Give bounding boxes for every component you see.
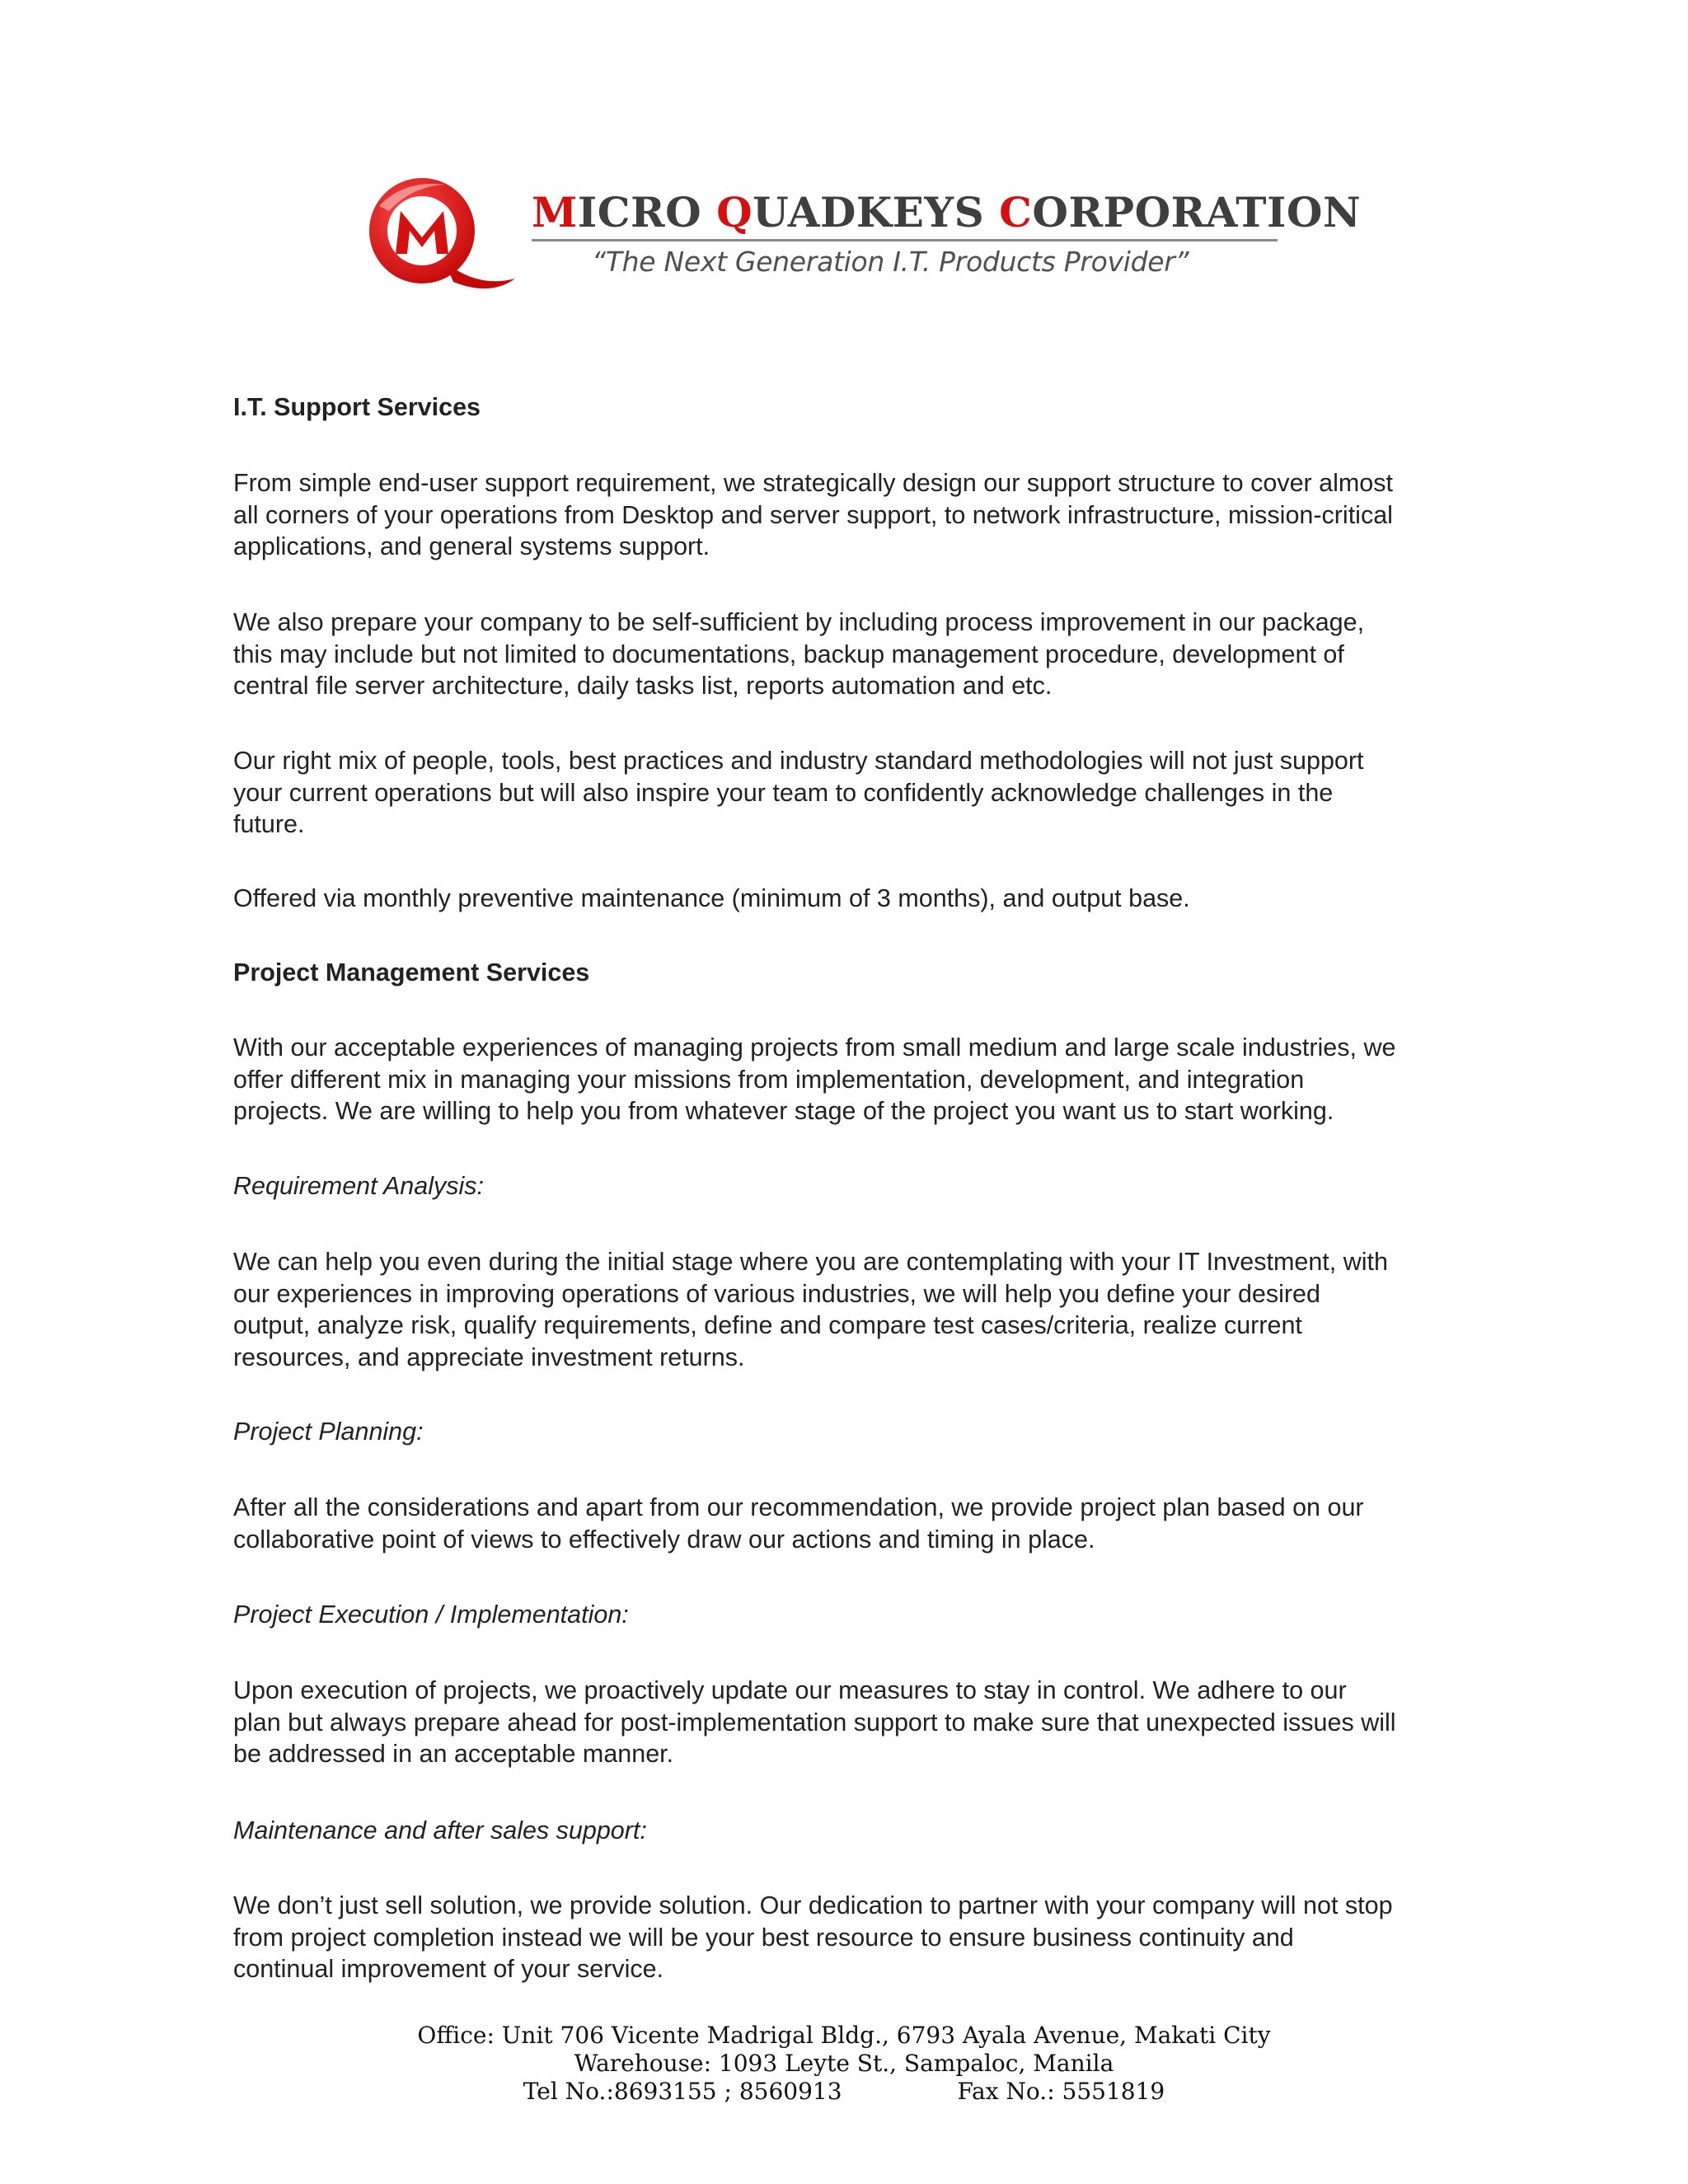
text-line: be addressed in an acceptable manner.	[233, 1740, 674, 1768]
company-name-underline	[532, 239, 1278, 241]
text-line: Offered via monthly preventive maintenance (minimum of 3 months), and output base.	[233, 884, 1190, 912]
text-line: all corners of your operations from Desktop and server support, to network infrastructure, mission-critical	[233, 500, 1393, 529]
text-line: Our right mix of people, tools, best practices and industry standard methodologies will not just support	[233, 747, 1364, 775]
text-line: your current operations but will also inspire your team to confidently acknowledge challenges in the	[233, 778, 1334, 807]
paragraph	[233, 1675, 1503, 1770]
text-line: With our acceptable experiences of managing projects from small medium and large scale industries, we	[233, 1033, 1396, 1062]
text-line: resources, and appreciate investment returns.	[233, 1343, 745, 1371]
company-name	[532, 188, 1361, 237]
text-line: this may include but not limited to documentations, backup management procedure, development of	[233, 640, 1344, 668]
text-line: Project Planning:	[233, 1418, 424, 1446]
paragraph	[233, 1246, 1503, 1373]
company-name-part: ORPORATION	[1032, 188, 1362, 237]
company-name-initial: M	[532, 188, 578, 237]
text-line: Maintenance and after sales support:	[233, 1816, 647, 1844]
text-line: output, analyze risk, qualify requirements, define and compare test cases/criteria, realize current	[233, 1311, 1302, 1339]
footer-telephone: Tel No.:8693155 ; 8560913	[523, 2078, 842, 2105]
footer-fax: Fax No.: 5551819	[957, 2078, 1165, 2105]
paragraph	[233, 1890, 1503, 1985]
text-line: from project completion instead we will be your best resource to ensure business continuity and	[233, 1923, 1294, 1952]
section-subheading	[233, 1170, 1503, 1202]
footer-office-address: Office: Unit 706 Vicente Madrigal Bldg., 6793 Ayala Avenue, Makati City	[417, 2022, 1271, 2049]
text-line: continual improvement of your service.	[233, 1955, 664, 1983]
text-line: From simple end-user support requirement, we strategically design our support structure to cover almost	[233, 469, 1393, 497]
text-line: Requirement Analysis:	[233, 1172, 485, 1200]
company-name-part: ICRO	[577, 188, 717, 237]
section-subheading	[233, 1416, 1503, 1448]
text-line: collaborative point of views to effectively draw our actions and timing in place.	[233, 1525, 1095, 1554]
text-line: our experiences in improving operations of various industries, we will help you define your desired	[233, 1279, 1320, 1308]
text-line: After all the considerations and apart from our recommendation, we provide project plan based on our	[233, 1493, 1364, 1521]
page-footer	[0, 2022, 1688, 2106]
section-subheading	[233, 1815, 1503, 1847]
text-line: We also prepare your company to be self-sufficient by including process improvement in our package,	[233, 608, 1365, 636]
footer-contact-line	[0, 2078, 1688, 2106]
paragraph	[233, 745, 1503, 841]
section-heading	[233, 957, 1503, 989]
text-line: projects. We are willing to help you from whatever stage of the project you want us to start working.	[233, 1097, 1334, 1125]
text-line: central file server architecture, daily tasks list, reports automation and etc.	[233, 672, 1053, 700]
company-name-part: UADKEYS	[753, 188, 1000, 237]
paragraph	[233, 467, 1503, 563]
text-line: I.T. Support Services	[233, 393, 481, 421]
company-name-initial: C	[999, 188, 1033, 237]
text-line: Upon execution of projects, we proactively update our measures to stay in control. We adhere to our	[233, 1676, 1347, 1704]
paragraph	[233, 1032, 1503, 1127]
company-name-initial: Q	[716, 188, 753, 237]
paragraph	[233, 1492, 1503, 1555]
text-line: plan but always prepare ahead for post-implementation support to make sure that unexpected issues will	[233, 1708, 1396, 1736]
text-line: future.	[233, 810, 305, 838]
paragraph	[233, 607, 1503, 702]
text-line: Project Execution / Implementation:	[233, 1601, 629, 1629]
company-tagline: “The Next Generation I.T. Products Provider”	[592, 246, 1189, 278]
section-subheading	[233, 1599, 1503, 1631]
text-line: We don’t just sell solution, we provide solution. Our dedication to partner with your company will not stop	[233, 1891, 1393, 1919]
section-heading	[233, 391, 1503, 424]
text-line: Project Management Services	[233, 958, 590, 987]
text-line: We can help you even during the initial stage where you are contemplating with your IT Investment, with	[233, 1248, 1388, 1276]
text-line: applications, and general systems support.	[233, 532, 710, 560]
paragraph	[233, 883, 1503, 915]
footer-warehouse-address: Warehouse: 1093 Leyte St., Sampaloc, Manila	[574, 2050, 1114, 2077]
text-line: offer different mix in managing your missions from implementation, development, and integration	[233, 1065, 1305, 1094]
company-logo-icon	[346, 173, 523, 297]
